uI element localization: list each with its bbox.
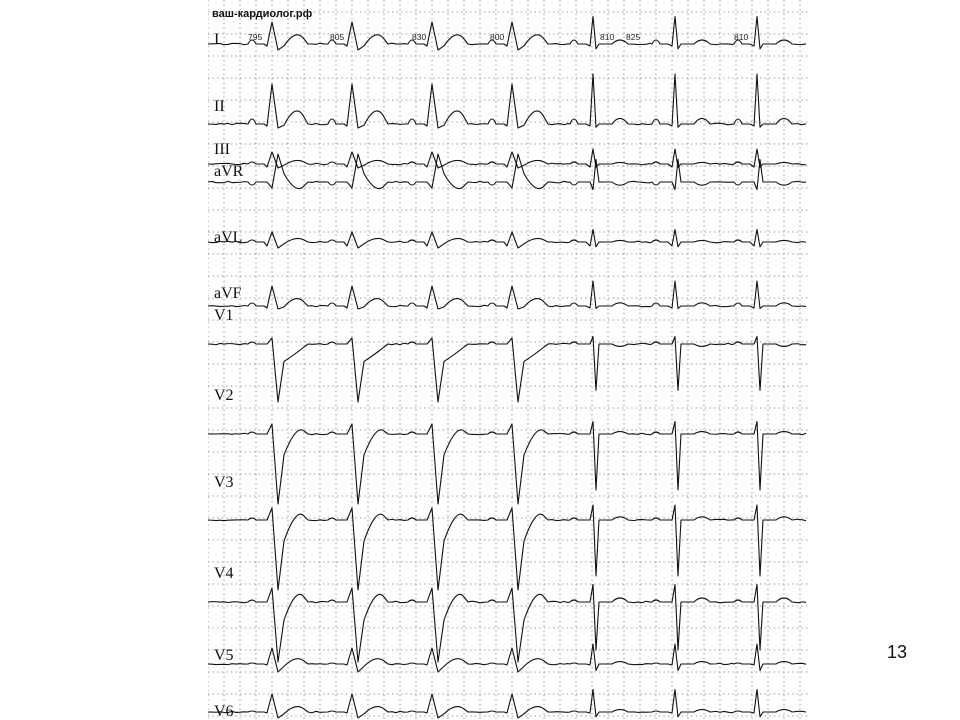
rr-interval-label: 800 xyxy=(490,32,505,42)
lead-label: V3 xyxy=(214,474,234,491)
ecg-traces xyxy=(208,17,806,719)
ecg-trace-lead xyxy=(208,281,806,309)
rr-interval-label: 795 xyxy=(248,32,263,42)
rr-interval-label: 810 xyxy=(600,32,615,42)
slide-number: 13 xyxy=(886,642,907,662)
rr-interval-label: 810 xyxy=(734,32,749,42)
lead-label: V2 xyxy=(214,387,234,404)
ecg-trace-lead xyxy=(208,149,806,168)
ecg-strip xyxy=(208,0,808,720)
ecg-graph xyxy=(208,0,808,720)
lead-label: I xyxy=(214,31,220,48)
rr-interval-label: 825 xyxy=(626,32,641,42)
lead-label: III xyxy=(214,141,230,158)
lead-label: V6 xyxy=(214,703,234,720)
ecg-trace-lead xyxy=(208,154,806,190)
ecg-trace-lead xyxy=(208,74,806,128)
ecg-trace-lead xyxy=(208,422,806,505)
ecg-trace-lead xyxy=(208,644,806,672)
rr-interval-label: 830 xyxy=(412,32,427,42)
lead-label: V5 xyxy=(214,647,234,664)
lead-label: V1 xyxy=(214,307,234,324)
lead-labels xyxy=(214,31,244,720)
ecg-trace-lead xyxy=(208,337,806,403)
lead-label: aVR xyxy=(214,163,244,180)
ecg-trace-lead xyxy=(208,17,806,51)
lead-label: aVL xyxy=(214,229,243,246)
rr-interval-label: 805 xyxy=(330,32,345,42)
lead-label: II xyxy=(214,98,225,115)
source-watermark: ваш-кардиолог.рф xyxy=(212,8,313,20)
lead-label: V4 xyxy=(214,565,234,582)
lead-label: aVF xyxy=(214,285,242,302)
ecg-grid xyxy=(208,0,808,720)
